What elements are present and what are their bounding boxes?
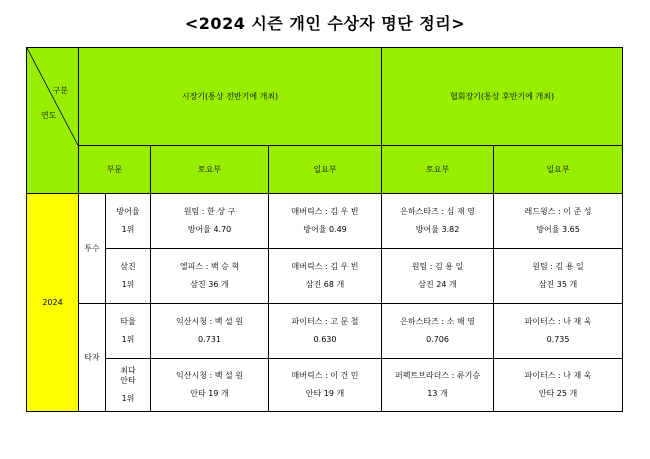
winner-name: 매버릭스 : 이 건 민	[291, 371, 359, 380]
winner-record: 0.735	[546, 335, 570, 344]
award-cell	[151, 359, 269, 412]
award-cell	[151, 249, 269, 304]
winner-name: 은하스타즈 : 소 해 영	[400, 317, 475, 326]
table-row	[27, 304, 623, 359]
award-cell	[494, 359, 623, 412]
winner-name: 엘피스 : 백 승 혁	[179, 262, 240, 271]
group-batter: 타자	[79, 304, 106, 412]
page-title: <2024 시즌 개인 수상자 명단 정리>	[184, 14, 466, 33]
award-cell	[269, 359, 382, 412]
winner-record: 삼진 35 개	[538, 280, 578, 289]
winner-name: 파이터스 : 나 재 욱	[524, 317, 592, 326]
header-association-award: 협회장기(통상 후반기에 개최)	[382, 48, 623, 146]
awards-table	[26, 47, 623, 412]
winner-record: 방어율 3.65	[536, 225, 580, 234]
stat-label: 삼진 1위	[106, 249, 151, 304]
award-cell	[269, 304, 382, 359]
winner-name: 레드윙스 : 이 준 성	[524, 207, 592, 216]
winner-name: 원팀 : 한 상 구	[183, 207, 236, 216]
group-pitcher: 투수	[79, 194, 106, 304]
winner-name: 파이터스 : 고 문 철	[291, 317, 359, 326]
award-cell	[494, 194, 623, 249]
winner-name: 매버릭스 : 김 우 빈	[291, 207, 359, 216]
award-cell	[269, 194, 382, 249]
corner-header-cell	[27, 48, 79, 194]
header-division: 부문	[79, 146, 151, 194]
winner-name: 원팀 : 김 용 일	[411, 262, 464, 271]
winner-record: 0.630	[313, 335, 337, 344]
corner-label-category: 구분	[52, 86, 68, 95]
winner-record: 0.706	[426, 335, 449, 344]
winner-name: 퍼펙트브라더스 : 류기승	[395, 371, 481, 380]
winner-record: 0.731	[198, 335, 221, 344]
stat-label: 방어율 1위	[106, 194, 151, 249]
stat-label: 최다 안타 1위	[106, 359, 151, 412]
header-sunday-association: 일요부	[494, 146, 623, 194]
winner-record: 방어율 4.70	[187, 225, 232, 234]
winner-record: 안타 19 개	[305, 389, 345, 398]
award-cell	[382, 359, 494, 412]
winner-name: 파이터스 : 나 재 욱	[524, 371, 592, 380]
year-cell: 2024	[27, 194, 79, 412]
corner-label-year: 연도	[41, 111, 57, 120]
table-row	[27, 249, 623, 304]
winner-record: 삼진 24 개	[418, 280, 457, 289]
award-cell	[151, 194, 269, 249]
winner-record: 안타 25 개	[538, 389, 578, 398]
winner-record: 방어율 0.49	[303, 225, 347, 234]
winner-record: 삼진 68 개	[305, 280, 345, 289]
award-cell	[382, 194, 494, 249]
winner-name: 은하스타즈 : 심 재 영	[400, 207, 475, 216]
award-cell	[151, 304, 269, 359]
header-sunday-regular: 일요부	[269, 146, 382, 194]
table-row	[27, 359, 623, 412]
award-cell	[494, 304, 623, 359]
award-cell	[382, 304, 494, 359]
winner-name: 익산시청 : 백 설 원	[176, 317, 243, 326]
winner-name: 익산시청 : 백 설 원	[176, 371, 243, 380]
stat-label: 타율 1위	[106, 304, 151, 359]
winner-record: 13 개	[427, 389, 448, 398]
winner-name: 매버릭스 : 김 우 빈	[291, 262, 359, 271]
winner-record: 안타 19 개	[190, 389, 229, 398]
table-row	[27, 194, 623, 249]
award-cell	[494, 249, 623, 304]
header-saturday-regular: 토요부	[151, 146, 269, 194]
header-saturday-association: 토요부	[382, 146, 494, 194]
winner-record: 삼진 36 개	[190, 280, 229, 289]
winner-name: 원팀 : 김 용 일	[532, 262, 584, 271]
award-cell	[382, 249, 494, 304]
winner-record: 방어율 3.82	[415, 225, 460, 234]
header-regular-award: 시장기(통상 전반기에 개최)	[79, 48, 382, 146]
award-cell	[269, 249, 382, 304]
